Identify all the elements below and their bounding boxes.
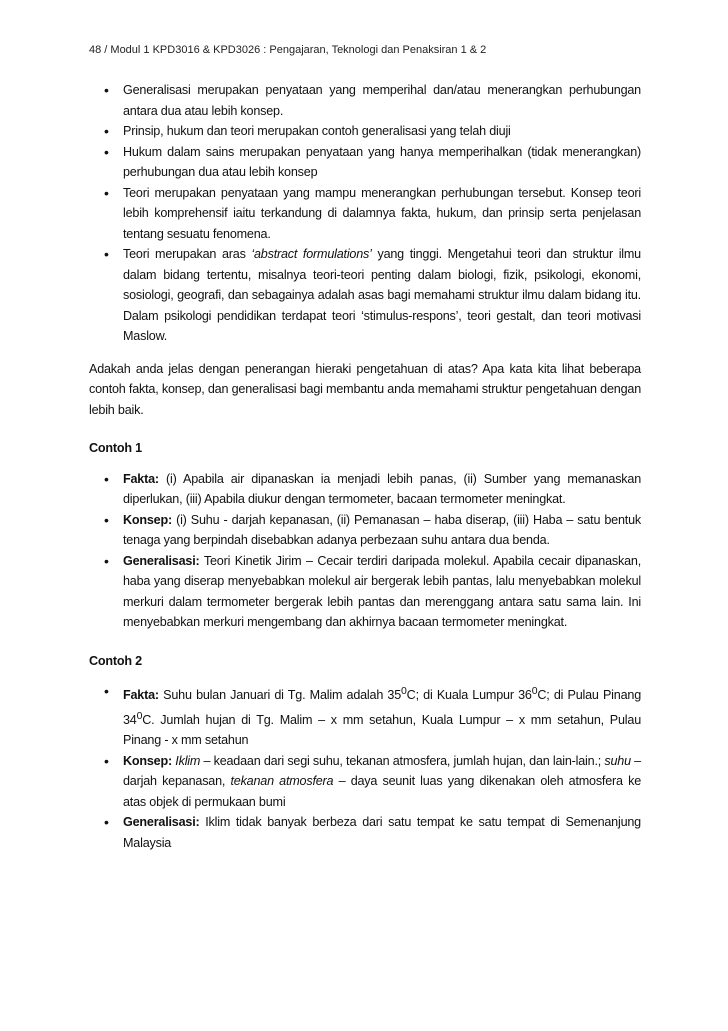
superscript: 0	[136, 709, 143, 722]
list-item: • Teori merupakan penyataan yang mampu menerangkan perhubungan tersebut. Konsep teori lebih komprehensif iaitu terkandung di dalamnya fakta, hukum, dan prinsip serta penjelasan tentang sesuatu fenomena.	[89, 183, 641, 245]
list-item	[89, 681, 641, 751]
page-content	[89, 80, 641, 853]
italic-term: tekanan atmosfera	[230, 774, 334, 789]
list-item	[89, 551, 641, 633]
text-run: C; di Pulau Pinang 34	[123, 688, 641, 727]
fakta-label: Fakta:	[123, 471, 159, 486]
list-item	[89, 751, 641, 813]
generalisasi-label: Generalisasi:	[123, 553, 200, 568]
generalisation-list	[89, 80, 641, 347]
generalisasi-text: Teori Kinetik Jirim – Cecair terdiri daripada molekul. Apabila cecair dipanaskan, haba yang diserap menyebabkan molekul air bergerak lebih pantas, lalu menyebabkan molekul merkuri dalam termometer bergerak lebih pantas dan merenggang antara satu sama lain. Ini menyebabkan merkuri mengembang dan akhirnya bacaan termometer meningkat.	[123, 553, 641, 629]
page-header: 48 / Modul 1 KPD3016 & KPD3026 : Pengajaran, Teknologi dan Penaksiran 1 & 2	[89, 44, 487, 56]
contoh1-list	[89, 469, 641, 633]
generalisasi-text: Iklim tidak banyak berbeza dari satu tempat ke satu tempat di Semenanjung Malaysia	[123, 815, 641, 850]
text-run: Teori merupakan aras	[123, 247, 252, 261]
list-item	[89, 812, 641, 853]
list-item: • Prinsip, hukum dan teori merupakan contoh generalisasi yang telah diuji	[89, 121, 641, 142]
list-item: • Hukum dalam sains merupakan penyataan yang hanya memperihalkan (tidak menerangkan) perhubungan dua atau lebih konsep	[89, 142, 641, 183]
list-item	[89, 244, 641, 347]
contoh1-heading: Contoh 1	[89, 441, 142, 455]
text-run: yang tinggi. Mengetahui teori dan struktur ilmu dalam bidang tertentu, misalnya teori-teori penting dalam biologi, fizik, psikologi, ekonomi, sosiologi, geografi, dan sebagainya adalah asas bagi memahami struktur ilmu dalam bidang itu. Dalam psikologi pendidikan terdapat teori ‘stimulus-respons’, teori gestalt, dan teori motivasi Maslow.	[123, 247, 641, 343]
italic-term: Iklim	[175, 753, 201, 768]
italic-term: suhu	[604, 753, 631, 768]
intro-paragraph: Adakah anda jelas dengan penerangan hieraki pengetahuan di atas? Apa kata kita lihat beberapa contoh fakta, konsep, dan generalisasi bagi membantu anda memahami struktur pengetahuan dengan lebih baik.	[89, 361, 641, 417]
generalisasi-label: Generalisasi:	[123, 815, 200, 830]
konsep-text: (i) Suhu - darjah kepanasan, (ii) Pemanasan – haba diserap, (iii) Haba – satu bentuk tenaga yang berpindah disebabkan adanya perbezaan suhu antara dua benda.	[123, 512, 641, 547]
text-run: C. Jumlah hujan di Tg. Malim – x mm setahun, Kuala Lumpur – x mm setahun, Pulau Pinang - x mm setahun	[123, 712, 641, 748]
konsep-label: Konsep:	[123, 753, 172, 768]
contoh2-list	[89, 681, 641, 853]
superscript: 0	[401, 685, 407, 697]
italic-term: ‘abstract formulations’	[251, 247, 372, 261]
contoh2-heading: Contoh 2	[89, 653, 142, 668]
text-run: – keadaan dari segi suhu, tekanan atmosfera, jumlah hujan, dan lain-lain.;	[200, 753, 605, 768]
fakta-text: (i) Apabila air dipanaskan ia menjadi lebih panas, (ii) Sumber yang memanaskan diperlukan, (iii) Apabila diukur dengan termometer, bacaan termometer meningkat.	[123, 471, 641, 506]
list-item	[89, 469, 641, 510]
superscript: 0	[531, 685, 538, 697]
list-item: • Generalisasi merupakan penyataan yang memperihal dan/atau menerangkan perhubungan antara dua atau lebih konsep.	[89, 80, 641, 121]
text-run: – darjah kepanasan,	[123, 753, 641, 789]
text-run: C; di Kuala Lumpur 36	[406, 688, 532, 703]
text-run: – daya seunit luas yang dikenakan oleh atmosfera ke atas objek di permukaan bumi	[123, 774, 641, 809]
konsep-label: Konsep:	[123, 512, 172, 527]
list-item	[89, 510, 641, 551]
text-run: Suhu bulan Januari di Tg. Malim adalah 35	[158, 688, 402, 703]
fakta-label: Fakta:	[123, 688, 159, 703]
